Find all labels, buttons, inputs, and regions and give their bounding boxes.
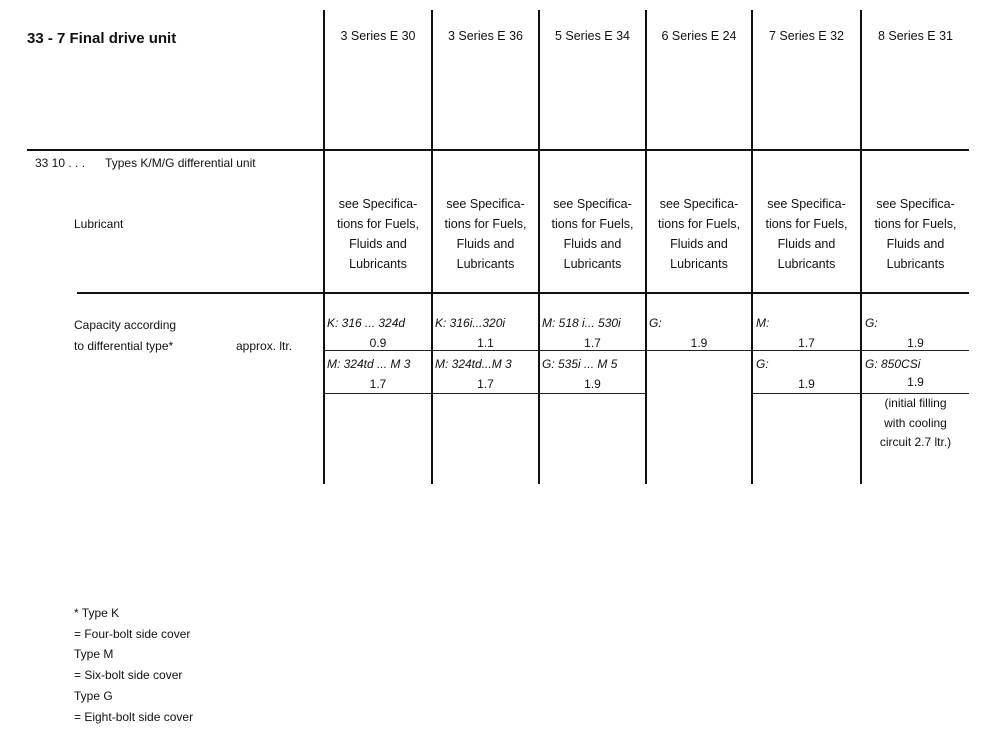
footnote-line: Type M <box>74 647 114 662</box>
lubricant-cell: see Specifica- tions for Fuels, Fluids and Lubricants <box>765 197 848 271</box>
capacity-type: M: 518 i... 530i <box>542 316 621 330</box>
capacity-label-line2: to differential type* <box>74 339 174 353</box>
footnote-line: = Four-bolt side cover <box>74 626 191 641</box>
capacity-value: 1.7 <box>369 377 387 391</box>
lubricant-cell: see Specifica- tions for Fuels, Fluids and Lubricants <box>551 197 634 271</box>
lubricant-label: Lubricant <box>74 217 124 231</box>
capacity-value: 1.9 <box>907 375 924 389</box>
capacity-type: G: 850CSi <box>865 357 921 371</box>
capacity-value: 1.9 <box>584 377 601 391</box>
capacity-value: 1.7 <box>477 377 494 391</box>
column-header-e34: 5 Series E 34 <box>554 29 631 43</box>
column-header-e31: 8 Series E 31 <box>877 29 954 43</box>
capacity-value: 1.1 <box>477 336 494 350</box>
capacity-value: 1.9 <box>907 336 924 350</box>
capacity-type: M: 324td ... M 3 <box>327 357 411 371</box>
capacity-value: 0.9 <box>369 336 387 350</box>
capacity-value: 1.9 <box>798 377 815 391</box>
capacity-rule <box>77 292 969 294</box>
capacity-note: (initial filling with cooling circuit 2.7 ltr.) <box>879 396 952 449</box>
footnote-line: = Eight-bolt side cover <box>74 709 194 724</box>
capacity-value: 1.9 <box>690 336 708 350</box>
capacity-unit: approx. ltr. <box>236 339 293 353</box>
page-title: 33 - 7 Final drive unit <box>27 30 177 47</box>
capacity-type: G: 535i ... M 5 <box>542 357 618 371</box>
capacity-type: K: 316i...320i <box>435 316 506 330</box>
capacity-type: G: <box>865 316 878 330</box>
lubricant-cell: see Specifica- tions for Fuels, Fluids and Lubricants <box>874 197 957 271</box>
column-header-e30: 3 Series E 30 <box>340 29 416 43</box>
column-header-e32: 7 Series E 32 <box>768 29 845 43</box>
header-rule <box>27 149 969 151</box>
section-number: 33 10 . . . <box>35 156 86 170</box>
capacity-label-line1: Capacity according <box>74 318 177 332</box>
section-heading <box>35 156 256 170</box>
row-rule <box>323 350 969 351</box>
footnotes <box>74 603 193 727</box>
row-rule <box>323 393 646 394</box>
section-title: Types K/M/G differential unit <box>105 156 256 170</box>
capacity-type: G: <box>649 316 662 330</box>
capacity-value: 1.7 <box>798 336 815 350</box>
lubricant-cell: see Specifica- tions for Fuels, Fluids and Lubricants <box>658 197 740 271</box>
column-header-e36: 3 Series E 36 <box>447 29 524 43</box>
capacity-type: M: 324td...M 3 <box>435 357 512 371</box>
capacity-type: G: <box>756 357 769 371</box>
column-header-e24: 6 Series E 24 <box>661 29 737 43</box>
footnote-line: * Type K <box>74 606 120 620</box>
lubricant-cell: see Specifica- tions for Fuels, Fluids and Lubricants <box>337 197 419 271</box>
capacity-type: K: 316 ... 324d <box>327 316 406 330</box>
capacity-value: 1.7 <box>584 336 601 350</box>
footnote-line: Type G <box>74 688 113 703</box>
capacity-type: M: <box>756 316 770 330</box>
footnote-line: = Six-bolt side cover <box>74 668 183 683</box>
lubricant-cell: see Specifica- tions for Fuels, Fluids and Lubricants <box>444 197 527 271</box>
